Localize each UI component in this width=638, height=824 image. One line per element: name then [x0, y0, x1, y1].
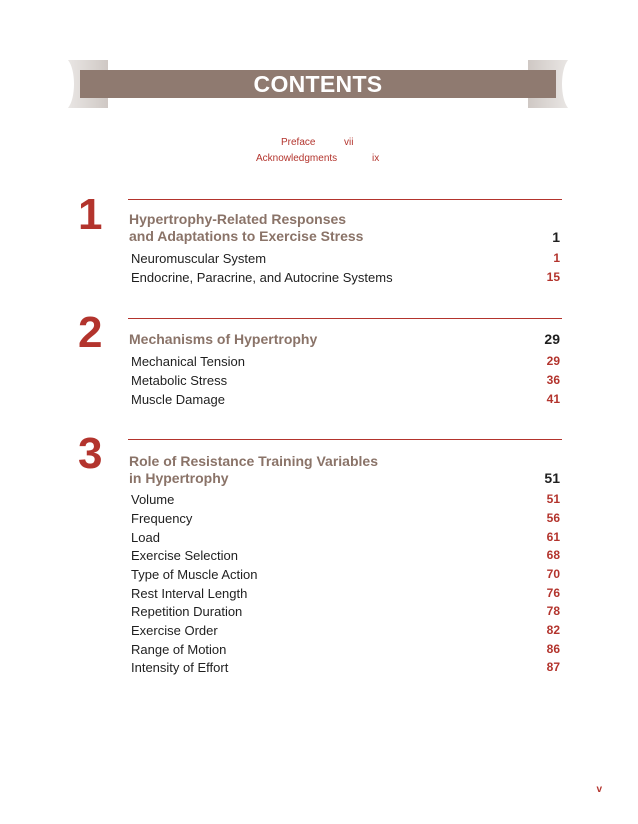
toc-entry [131, 352, 560, 371]
page-folio: v [596, 784, 602, 795]
toc-entry [131, 490, 560, 509]
toc-entry-label: Type of Muscle Action [131, 567, 258, 582]
toc-entry-label: Intensity of Effort [131, 660, 229, 675]
chapter-divider [128, 199, 562, 200]
toc-entry [131, 268, 560, 287]
toc-entry-page: 76 [546, 586, 560, 600]
chapter-divider [128, 318, 562, 319]
toc-entry [131, 565, 560, 584]
toc-entry-page: 29 [546, 354, 560, 368]
toc-entry-page: 61 [546, 530, 560, 544]
chapter-title-line: and Adaptations to Exercise Stress [129, 228, 364, 244]
toc-entry-page: 82 [546, 623, 560, 637]
toc-entry [131, 371, 560, 390]
toc-entry-label: Load [131, 530, 160, 545]
toc-entry [131, 621, 560, 640]
chapter-title-line: Hypertrophy-Related Responses [129, 211, 347, 227]
toc-entry-page: 87 [546, 660, 560, 674]
chapter-page: 29 [544, 331, 560, 347]
toc-entry [131, 249, 560, 268]
chapter-number: 1 [78, 190, 103, 239]
front-matter-page: ix [372, 153, 380, 164]
toc-entry [131, 546, 560, 565]
toc-entry [131, 584, 560, 603]
toc-entry [131, 602, 560, 621]
toc-entry-label: Volume [131, 492, 175, 507]
toc-entry-label: Rest Interval Length [131, 586, 248, 601]
contents-banner [68, 58, 568, 110]
toc-entry-page: 36 [546, 373, 560, 387]
toc-entry-page: 56 [546, 511, 560, 525]
chapter-page: 51 [544, 470, 560, 486]
chapter-title-line: Mechanisms of Hypertrophy [129, 331, 318, 347]
chapter-divider [128, 439, 562, 440]
toc-entry-label: Repetition Duration [131, 604, 243, 619]
toc-entry [131, 658, 560, 677]
toc-entry-page: 78 [546, 604, 560, 618]
toc-entry-page: 86 [546, 642, 560, 656]
chapter-title [129, 453, 378, 487]
toc-entry-label: Neuromuscular System [131, 251, 267, 266]
toc-entry-label: Muscle Damage [131, 392, 225, 407]
front-matter-page: vii [344, 137, 354, 148]
toc-entry [131, 390, 560, 409]
toc-entry-page: 51 [546, 492, 560, 506]
page-title: CONTENTS [253, 71, 383, 97]
toc-entry-page: 70 [546, 567, 560, 581]
toc-entry-label: Endocrine, Paracrine, and Autocrine Systems [131, 270, 393, 285]
toc-entry-label: Range of Motion [131, 642, 227, 657]
chapter-title [129, 331, 317, 348]
toc-entry-page: 41 [546, 392, 560, 406]
toc-entry-label: Mechanical Tension [131, 354, 245, 369]
toc-entry [131, 640, 560, 659]
chapter-title [129, 211, 363, 245]
toc-entry-page: 1 [553, 251, 560, 265]
toc-entry-label: Exercise Selection [131, 548, 238, 563]
toc-entry-page: 68 [546, 548, 560, 562]
toc-entry-label: Exercise Order [131, 623, 218, 638]
toc-entry [131, 528, 560, 547]
front-matter-label: Preface [281, 137, 316, 148]
chapter-page: 1 [552, 229, 560, 245]
toc-entry-label: Metabolic Stress [131, 373, 228, 388]
chapter-title-line: Role of Resistance Training Variables [129, 453, 378, 469]
chapter-number: 2 [78, 308, 103, 357]
front-matter-label: Acknowledgments [256, 153, 338, 164]
chapter-title-line: in Hypertrophy [129, 470, 229, 486]
chapter-number: 3 [78, 429, 103, 478]
toc-entry-page: 15 [546, 270, 560, 284]
toc-entry [131, 509, 560, 528]
toc-entry-label: Frequency [131, 511, 193, 526]
